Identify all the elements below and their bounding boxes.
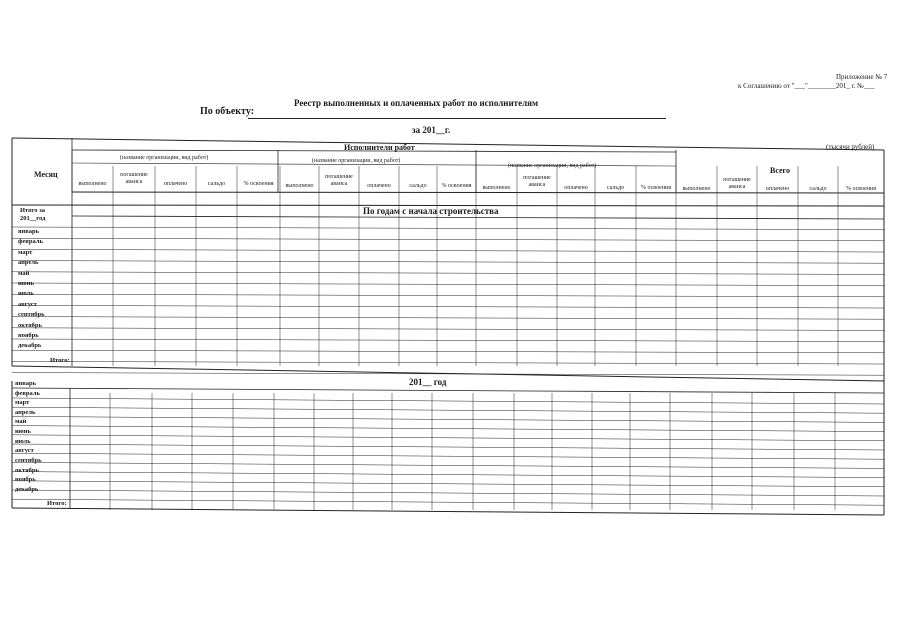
- subcolumn-label: сальдо: [606, 184, 625, 191]
- table1-row-line: [12, 238, 884, 241]
- month-label: декабрь: [15, 485, 39, 493]
- subcolumn-label: погашение аванса: [120, 172, 148, 185]
- month-label: август: [15, 447, 34, 455]
- month-label: январь: [18, 228, 40, 235]
- table1-row-line: [12, 339, 884, 342]
- month-label: сентябрь: [18, 311, 45, 319]
- subcolumn-label: выполнено: [78, 181, 107, 187]
- total-header: Всего: [770, 166, 790, 175]
- month-label: июнь: [18, 280, 34, 287]
- group-caption-3: (название организации, вид работ): [508, 163, 597, 169]
- subcolumn-label: выполнено: [682, 186, 711, 193]
- subcolumn-label: % освоения: [243, 181, 274, 187]
- table1-row-line: [12, 249, 884, 252]
- month-label: май: [15, 418, 27, 426]
- month-label: январь: [15, 380, 37, 387]
- table2-title-line: [12, 388, 884, 393]
- table2-row-line: [12, 407, 884, 413]
- table2-row-line: [12, 435, 884, 441]
- appendix-reference: к Соглашению от "___"________201_ г. №___: [738, 82, 875, 90]
- month-label: февраль: [15, 389, 40, 397]
- table1-top-border: [12, 138, 884, 150]
- executors-header: Исполнители работ: [344, 143, 415, 152]
- table2-row-line: [12, 444, 884, 450]
- subcolumn-label: сальдо: [207, 181, 226, 187]
- table2-bottom-border: [12, 508, 884, 515]
- subcolumn-label: оплачено: [367, 182, 391, 189]
- subcolumn-label: оплачено: [163, 181, 188, 187]
- table1-row-line: [12, 350, 884, 353]
- table2-row-line: [12, 472, 884, 478]
- table1-row-line: [12, 283, 884, 286]
- month-label: март: [15, 399, 30, 407]
- subcolumn-label: оплачено: [564, 184, 588, 191]
- subcolumn-label: сальдо: [809, 186, 827, 193]
- subcolumn-label: % освоения: [640, 184, 672, 191]
- month-column-header: Месяц: [34, 170, 58, 179]
- table2-itogo: Итого:: [47, 500, 67, 507]
- table2-row-line: [12, 499, 884, 505]
- table1-bottom-border: [12, 366, 884, 381]
- period-label: за 201__г.: [412, 125, 451, 135]
- table2-row-line: [12, 490, 884, 496]
- month-label: февраль: [18, 238, 43, 246]
- month-label: июль: [15, 437, 31, 445]
- table1-row-line: [12, 328, 884, 331]
- table2-row-line: [12, 462, 884, 468]
- month-label: июнь: [15, 428, 31, 436]
- month-label: май: [18, 269, 30, 277]
- object-label: По объекту:: [200, 106, 255, 117]
- table2-row-line: [12, 398, 884, 407]
- month-label: октябрь: [18, 321, 42, 329]
- subcolumn-label: % освоения: [441, 182, 472, 189]
- table1-row-line: [12, 361, 884, 364]
- month-label: август: [18, 300, 37, 308]
- table2-row-line: [12, 416, 884, 422]
- month-label: апрель: [18, 259, 39, 267]
- table1-row-line: [12, 305, 884, 308]
- appendix-title: Приложение № 7: [836, 73, 888, 81]
- table1-itogo: Итого:: [50, 357, 70, 364]
- table1-row-line: [12, 317, 884, 320]
- section-title-line: [72, 216, 884, 219]
- month-label: март: [18, 248, 33, 256]
- month-label: июль: [18, 290, 34, 298]
- group-caption-1: (название организации, вид работ): [120, 155, 209, 161]
- subcolumn-label: выполнено: [285, 182, 314, 189]
- month-label: декабрь: [18, 342, 42, 350]
- table2-row-line: [12, 481, 884, 487]
- subcolumn-label: % освоения: [845, 186, 877, 193]
- group-caption-2: (название организации, вид работ): [312, 158, 401, 164]
- table1-row-line: [12, 294, 884, 297]
- table2-row-line: [12, 426, 884, 432]
- subcolumn-label: сальдо: [409, 182, 427, 189]
- month-label: ноябрь: [15, 476, 36, 484]
- section-title-by-years: По годам с начала строительства: [363, 206, 499, 216]
- subcolumn-label: оплачено: [765, 186, 790, 193]
- month-label: октябрь: [15, 466, 39, 474]
- subcolumn-label: погашение аванса: [325, 173, 353, 187]
- month-label: ноябрь: [18, 332, 39, 339]
- month-label: апрель: [15, 408, 36, 416]
- subcolumn-label: погашение аванса: [523, 175, 551, 188]
- totals-row-label: Итого за 201__год: [20, 207, 46, 222]
- document-title: Реестр выполненных и оплаченных работ по исполнителям: [294, 98, 539, 108]
- subcolumn-label: выполнено: [482, 184, 511, 191]
- table1-row-line: [12, 227, 884, 230]
- units-label: (тысячи рублей): [826, 143, 875, 151]
- table2-row-line: [12, 453, 884, 459]
- section-title-year: 201__ год: [409, 377, 447, 387]
- month-label: сентябрь: [15, 456, 42, 464]
- subcolumn-label: погашение аванса: [723, 176, 751, 190]
